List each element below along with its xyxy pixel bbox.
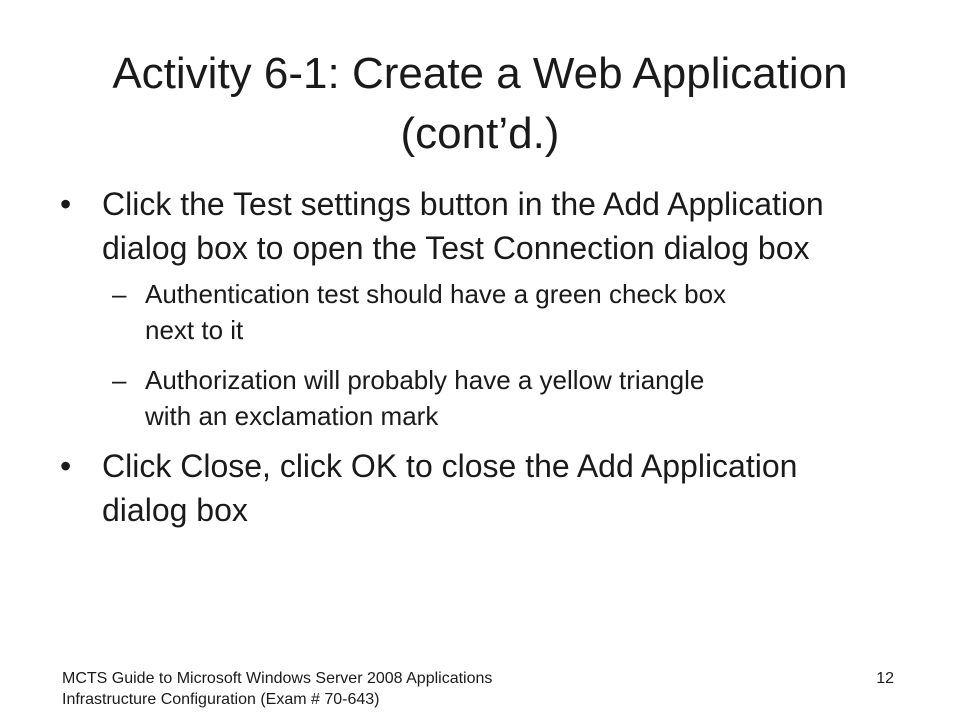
bullet-text-line: dialog box to open the Test Connection dialog box [102,230,810,266]
sub-bullet-marker: – [112,365,127,395]
sub-bullet-text-line: Authentication test should have a green check box [145,279,727,309]
slide-title [40,44,920,164]
slide-title-line: Activity 6-1: Create a Web Application [112,49,848,98]
bullet-text-line: dialog box [102,492,248,528]
bullet-text-line: Click the Test settings button in the Add Application [102,186,824,222]
sub-bullet-text-line: with an exclamation mark [145,401,439,431]
bullet-marker: • [60,186,72,222]
sub-bullet-text [145,276,902,348]
page-number: 12 [876,670,894,687]
bullet-text [102,444,900,532]
footer-line: MCTS Guide to Microsoft Windows Server 2008 Applications [62,670,493,687]
sub-bullet-item [112,276,902,348]
slide-footer [62,668,602,710]
bullet-text [102,182,900,270]
bullet-text-line: Click Close, click OK to close the Add Application [102,448,798,484]
bullet-marker: • [60,448,72,484]
sub-bullet-text-line: next to it [145,315,244,345]
sub-bullet-item [112,362,902,434]
bullet-item [60,444,900,532]
sub-bullet-marker: – [112,279,127,309]
sub-bullet-text-line: Authorization will probably have a yellow triangle [145,365,705,395]
sub-bullet-text [145,362,902,434]
bullet-item [60,182,900,270]
footer-line: Infrastructure Configuration (Exam # 70-643) [62,691,380,708]
slide-title-line: (cont’d.) [400,109,560,158]
